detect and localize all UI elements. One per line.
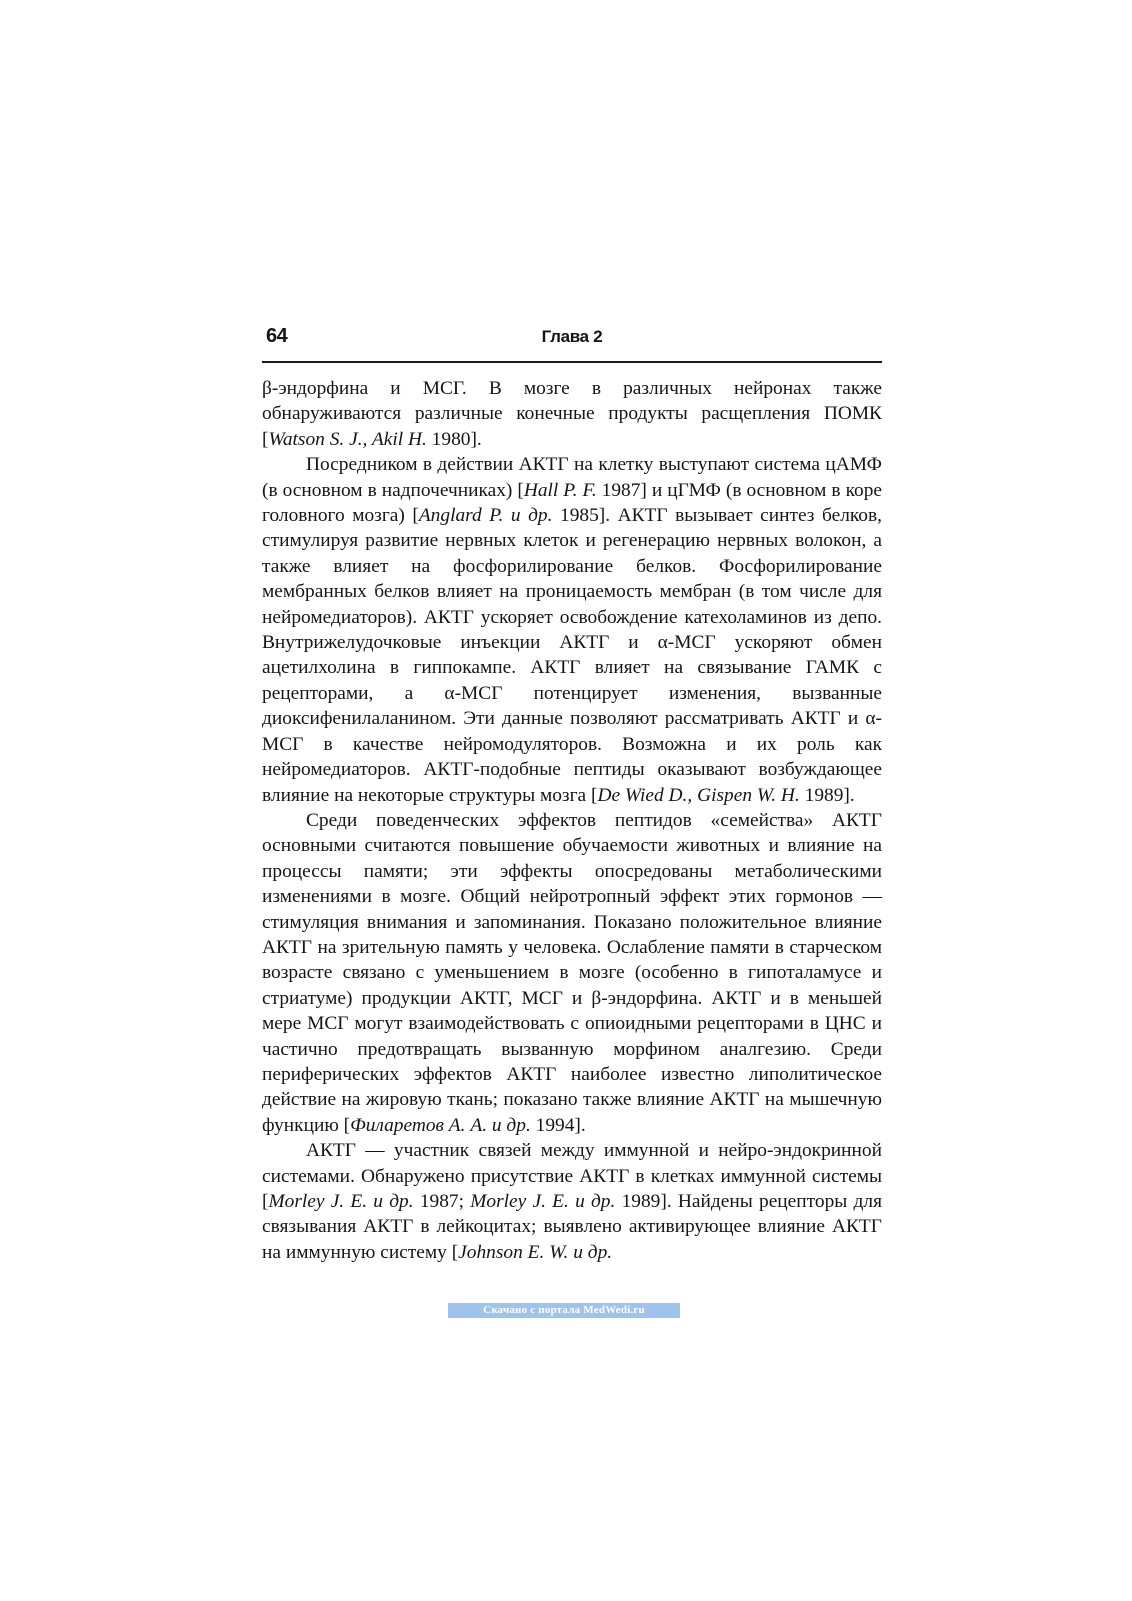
citation-author: Anglard P. и др. (418, 505, 553, 527)
text-segment: β-эндорфина и МСГ. В мозге в различных нейронах также обнаруживаются различные конечные продукты расщепления ПОМК [ (262, 378, 882, 450)
paragraph (262, 376, 882, 452)
citation-author: Johnson E. W. и др. (458, 1241, 613, 1263)
citation-author: De Wied D., Gispen W. H. (597, 784, 800, 806)
body-text (262, 376, 882, 1265)
book-page (262, 321, 882, 1265)
citation-author: Hall P. F. (523, 479, 597, 501)
text-segment: АКТГ — участник связей между иммунной и нейро-эндокринной системами. Обнаружено присутствие АКТГ в клетках иммунной системы [ (262, 1140, 882, 1212)
text-segment: 1980]. (426, 428, 482, 450)
text-segment: 1989]. Найдены рецепторы для связывания АКТГ в лейкоцитах; выявлено активирующее влияние АКТГ на иммунную систему [ (262, 1191, 882, 1263)
text-segment: 1994]. (530, 1114, 586, 1136)
text-segment: 1985]. АКТГ вызывает синтез белков, стимулируя развитие нервных клеток и регенерацию нервных волокон, а также влияет на фосфорилирование белков. Фосфорилирование мембранных белков влияет на проницаемость мембран (в том числе для нейромедиаторов). АКТГ ускоряет освобождение катехоламинов из депо. Внутрижелудочковые инъекции АКТГ и α-МСГ ускоряют обмен ацетилхолина в гиппокампе. АКТГ влияет на связывание ГАМК с рецепторами, а α-МСГ потенцирует изменения, вызванные диоксифенилаланином. Эти данные позволяют рассматривать АКТГ и α-МСГ в качестве нейромодуляторов. Возможна и их роль как нейромедиаторов. АКТГ-подобные пептиды оказывают возбуждающее влияние на некоторые структуры мозга [ (262, 505, 882, 806)
text-segment: 1987] и цГМФ (в основном в коре головного мозга) [ (262, 479, 882, 527)
citation-author: Morley J. E. и др. (268, 1191, 414, 1212)
citation-author: Филаретов А. А. и др. (350, 1114, 531, 1136)
citation-author: Watson S. J., Akil H. (268, 428, 427, 450)
watermark-banner[interactable]: Скачано с портала MedWedi.ru (448, 1303, 680, 1318)
paragraph (262, 808, 882, 1138)
paragraph (262, 452, 882, 808)
page-number: 64 (266, 325, 288, 347)
text-segment: 1989]. (799, 784, 855, 806)
citation-author: Morley J. E. и др. (470, 1191, 616, 1212)
text-segment: Посредником в действии АКТГ на клетку выступают система цАМФ (в основном в надпочечниках) [ (262, 454, 882, 501)
paragraph (262, 1138, 882, 1265)
chapter-title: Глава 2 (541, 327, 603, 346)
text-segment: 1987; (413, 1191, 471, 1212)
running-header (262, 321, 882, 363)
text-segment: Среди поведенческих эффектов пептидов «семейства» АКТГ основными считаются повышение обучаемости животных и влияние на процессы памяти; эти эффекты опосредованы метаболическими изменениями в мозге. Общий нейротропный эффект этих гормонов — стимуляция внимания и запоминания. Показано положительное влияние АКТГ на зрительную память у человека. Ослабление памяти в старческом возрасте связано с уменьшением в мозге (особенно в гипоталамусе и стриатуме) продукции АКТГ, МСГ и β-эндорфина. АКТГ и в меньшей мере МСГ могут взаимодействовать с опиоидными рецепторами в ЦНС и частично предотвращать вызванную морфином аналгезию. Среди периферических эффектов АКТГ наиболее известно липолитическое действие на жировую ткань; показано также влияние АКТГ на мышечную функцию [ (262, 809, 882, 1136)
